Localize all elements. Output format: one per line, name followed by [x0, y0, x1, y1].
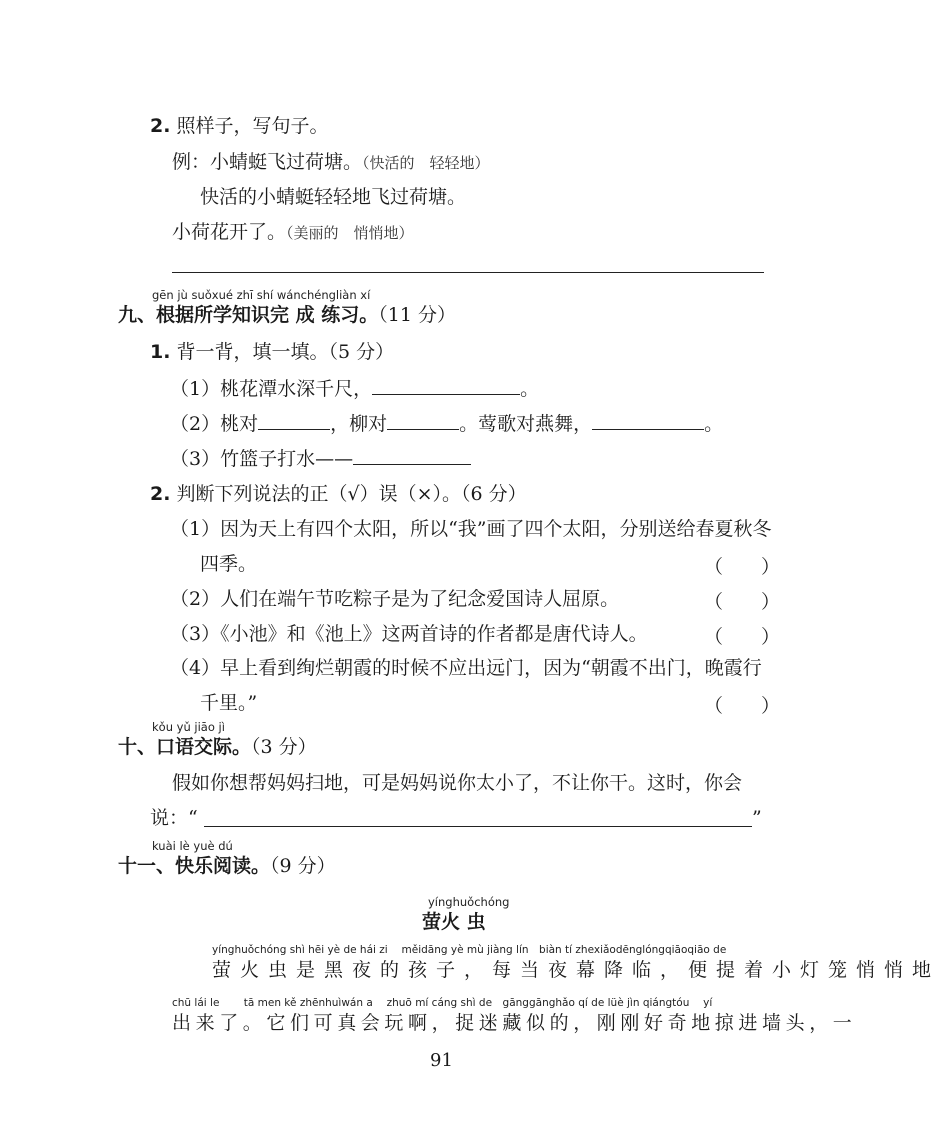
- item-2-blank-2[interactable]: [387, 411, 459, 430]
- s9-q2-number: 2.: [150, 483, 171, 505]
- s10-score: （3 分）: [251, 736, 317, 758]
- s9-q2-item-4: （4）早上看到绚烂朝霞的时候不应出远门，因为“朝霞不出门，晚霞行: [170, 657, 762, 679]
- s9-title: [118, 303, 456, 327]
- item-3-prefix: （3）竹篮子打水——: [170, 448, 354, 470]
- item-2-blank-1[interactable]: [258, 411, 330, 430]
- s9-q1-item-2: [170, 411, 723, 436]
- s9-q2-item-1-cont: 四季。: [200, 553, 258, 575]
- s9-q2-item-4-cont: 千里。”: [200, 692, 258, 714]
- s11-score: （9 分）: [270, 855, 336, 877]
- s9-q1-score: （5 分）: [328, 341, 395, 363]
- s9-q1-title: [150, 340, 394, 364]
- s9-q2-item-3: （3）《小池》和《池上》这两首诗的作者都是唐代诗人。: [170, 623, 648, 645]
- s9-q2-answer-2[interactable]: （ ）: [704, 591, 781, 613]
- s9-pinyin: gēn jù suǒxué zhī shí wánchéngliàn xí: [152, 288, 371, 302]
- task-hint: （美丽的 悄悄地）: [286, 224, 414, 242]
- s9-q2-item-1: （1）因为天上有四个太阳，所以“我”画了四个太阳，分别送给春夏秋冬: [170, 518, 772, 540]
- p2-text: 出来了。它们可真会玩啊，捉迷藏似的，刚刚好奇地掠进墙头，一: [172, 1012, 857, 1034]
- s10-answer-line[interactable]: [204, 826, 752, 827]
- item-2-a: （2）桃对: [170, 413, 259, 435]
- q8-2-task: [172, 220, 414, 245]
- task-sentence: 小荷花开了。: [172, 221, 287, 243]
- task-answer-line[interactable]: [172, 272, 764, 273]
- s9-title-text: 九、根据所学知识完 成 练习。: [118, 304, 379, 326]
- s9-q2-item-2: （2）人们在端午节吃粽子是为了纪念爱国诗人屈原。: [170, 588, 620, 610]
- q8-2-title-text: 照样子，写句子。: [176, 115, 329, 137]
- s10-title-text: 十、口语交际。: [118, 736, 252, 758]
- s9-q2-title: [150, 482, 527, 506]
- item-2-c: 。莺歌对燕舞，: [459, 413, 593, 435]
- example-sentence: 小蜻蜓飞过荷塘。: [210, 151, 363, 173]
- story-title: 萤火 虫: [422, 911, 486, 933]
- s10-close-quote: ”: [752, 807, 762, 829]
- s11-pinyin: kuài lè yuè dú: [152, 839, 233, 853]
- s9-q2-score: （6 分）: [461, 483, 527, 505]
- item-1-suffix: 。: [520, 378, 540, 400]
- s10-title: [118, 735, 317, 759]
- q8-2-example: [172, 150, 490, 175]
- s9-q2-answer-1[interactable]: （ ）: [704, 556, 781, 578]
- example-answer: 快活的小蜻蜓轻轻地飞过荷塘。: [200, 186, 467, 208]
- example-hint: （快活的 轻轻地）: [362, 154, 490, 172]
- q8-2-number: 2.: [150, 115, 171, 137]
- s11-title-text: 十一、快乐阅读。: [118, 855, 271, 877]
- s9-q1-number: 1.: [150, 341, 171, 363]
- s9-q1-item-3: [170, 446, 471, 471]
- s10-say-prefix: 说：“: [150, 807, 198, 829]
- item-2-b: ，柳对: [330, 413, 388, 435]
- item-2-d: 。: [704, 413, 724, 435]
- item-1-blank[interactable]: [372, 376, 520, 395]
- example-label: 例：: [172, 151, 211, 173]
- s9-score: （11 分）: [378, 304, 456, 326]
- s9-q2-title-text: 判断下列说法的正（√）误（×）。: [176, 483, 462, 505]
- item-3-blank[interactable]: [353, 446, 471, 465]
- s11-title: [118, 854, 336, 878]
- s9-q1-item-1: [170, 376, 539, 401]
- q8-2-title: [150, 114, 329, 138]
- s10-prompt-line2: [150, 806, 198, 830]
- item-1-prefix: （1）桃花潭水深千尺，: [170, 378, 373, 400]
- p2-pinyin: chū lái le tā men kě zhēnhuìwán a zhuō mí cáng shì de gānggānghǎo qí de lüè jìn qiángtóu yí: [172, 997, 713, 1009]
- page-number: 91: [430, 1050, 453, 1071]
- s10-prompt-line1: 假如你想帮妈妈扫地，可是妈妈说你太小了，不让你干。这时，你会: [172, 772, 743, 794]
- story-title-pinyin: yínghuǒchóng: [428, 895, 510, 909]
- p1-pinyin: yínghuǒchóng shì hēi yè de hái zi měidāng yè mù jiàng lín biàn tí zhexiǎodēnglóngqiāoqiāo de: [212, 944, 727, 956]
- s9-q1-title-text: 背一背，填一填。: [176, 341, 329, 363]
- item-2-blank-3[interactable]: [592, 411, 704, 430]
- s9-q2-answer-3[interactable]: （ ）: [704, 626, 781, 648]
- p1-text: 萤火虫是黑夜的孩子，每当夜幕降临，便提着小灯笼悄悄地: [212, 959, 940, 981]
- s10-pinyin: kǒu yǔ jiāo jì: [152, 720, 225, 734]
- s9-q2-answer-4[interactable]: （ ）: [704, 695, 781, 717]
